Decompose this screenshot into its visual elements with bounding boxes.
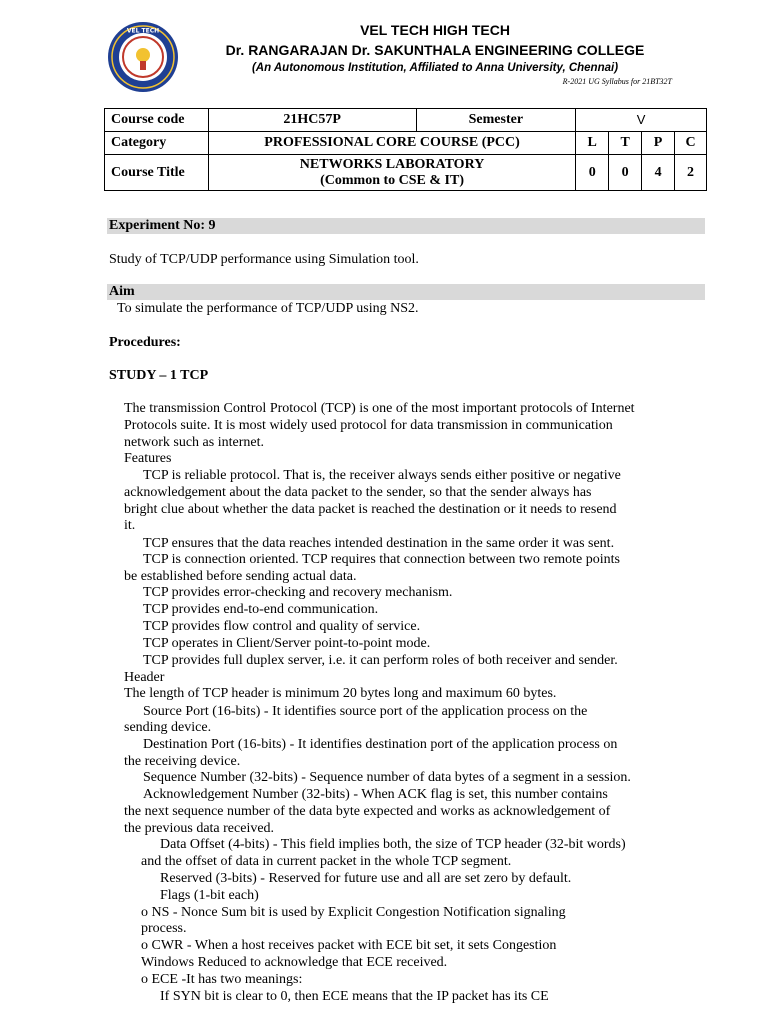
body-line: The length of TCP header is minimum 20 bytes long and maximum 60 bytes. [124,686,557,701]
category-label: Category [105,132,209,155]
study-heading: STUDY – 1 TCP [109,368,209,383]
body-line: Sequence Number (32-bits) - Sequence number of data bytes of a segment in a session. [143,770,631,785]
college-logo [107,21,179,93]
experiment-title: Study of TCP/UDP performance using Simulation tool. [109,252,419,267]
body-line: acknowledgement about the data packet to the sender, so that the sender always has [124,485,592,500]
body-line: TCP provides full duplex server, i.e. it can perform roles of both receiver and sender. [143,653,618,668]
course-info-table [104,108,707,191]
body-line: the previous data received. [124,821,275,836]
semester-value: V [576,109,707,132]
body-line: TCP is connection oriented. TCP requires that connection between two remote points [143,552,620,567]
body-line: and the offset of data in current packet in the whole TCP segment. [141,854,512,869]
ltpc-header-l: L [576,132,609,155]
body-line: TCP provides flow control and quality of service. [143,619,421,634]
body-line: network such as internet. [124,435,264,450]
body-line: TCP provides end-to-end communication. [143,602,379,617]
institution-name: VEL TECH HIGH TECH [360,22,510,38]
course-title-line2: (Common to CSE & IT) [320,172,464,188]
aim-band [107,284,705,300]
ltpc-value-c: 2 [675,155,707,191]
body-line: o CWR - When a host receives packet with ECE bit set, it sets Congestion [141,938,557,953]
body-line: If SYN bit is clear to 0, then ECE means that the IP packet has its CE [160,989,549,1004]
body-line: Reserved (3-bits) - Reserved for future use and all are set zero by default. [160,871,572,886]
body-line: Data Offset (4-bits) - This field implies both, the size of TCP header (32-bit words) [160,837,626,852]
college-name: Dr. RANGARAJAN Dr. SAKUNTHALA ENGINEERING COLLEGE [225,42,645,58]
body-line: Header [124,670,165,685]
semester-label: Semester [416,109,576,132]
syllabus-note: R-2021 UG Syllabus for 21BT32T [562,77,672,86]
ltpc-header-p: P [642,132,675,155]
ltpc-header-t: T [609,132,642,155]
affiliation-text: (An Autonomous Institution, Affiliated to Anna University, Chennai) [251,62,619,74]
body-line: TCP operates in Client/Server point-to-point mode. [143,636,431,651]
course-code-value: 21HC57P [208,109,416,132]
body-line: Windows Reduced to acknowledge that ECE received. [141,955,448,970]
body-line: TCP provides error-checking and recovery mechanism. [143,585,453,600]
body-line: Features [124,451,172,466]
body-line: Acknowledgement Number (32-bits) - When ACK flag is set, this number contains [143,787,608,802]
ltpc-value-t: 0 [609,155,642,191]
body-line: o NS - Nonce Sum bit is used by Explicit Congestion Notification signaling [141,905,566,920]
body-line: Destination Port (16-bits) - It identifies destination port of the application process on [143,737,618,752]
body-line: Flags (1-bit each) [160,888,259,903]
body-line: Protocols suite. It is most widely used protocol for data transmission in communication [124,418,613,433]
body-line: sending device. [124,720,212,735]
body-line: it. [124,518,136,533]
body-line: be established before sending actual data. [124,569,357,584]
course-title-value [208,155,575,191]
body-line: process. [141,921,187,936]
body-line: The transmission Control Protocol (TCP) is one of the most important protocols of Internet [124,401,635,416]
aim-heading: Aim [109,284,135,299]
body-line: bright clue about whether the data packet is reached the destination or it needs to resend [124,502,617,517]
course-title-line1: NETWORKS LABORATORY [299,157,485,173]
course-code-label: Course code [105,109,209,132]
body-line: TCP ensures that the data reaches intended destination in the same order it was sent. [143,536,615,551]
svg-text:VEL TECH: VEL TECH [126,27,160,35]
body-line: the next sequence number of the data byte expected and works as acknowledgement of [124,804,611,819]
ltpc-value-l: 0 [576,155,609,191]
course-title-label: Course Title [105,155,209,191]
procedures-heading: Procedures: [109,335,181,350]
experiment-number: Experiment No: 9 [109,218,216,233]
ltpc-header-c: C [675,132,707,155]
category-value: PROFESSIONAL CORE COURSE (PCC) [208,132,575,155]
body-line: Source Port (16-bits) - It identifies source port of the application process on the [143,704,588,719]
ltpc-value-p: 4 [642,155,675,191]
aim-text: To simulate the performance of TCP/UDP using NS2. [117,301,419,316]
body-line: TCP is reliable protocol. That is, the receiver always sends either positive or negative [143,468,621,483]
body-line: o ECE -It has two meanings: [141,972,303,987]
body-line: the receiving device. [124,754,241,769]
